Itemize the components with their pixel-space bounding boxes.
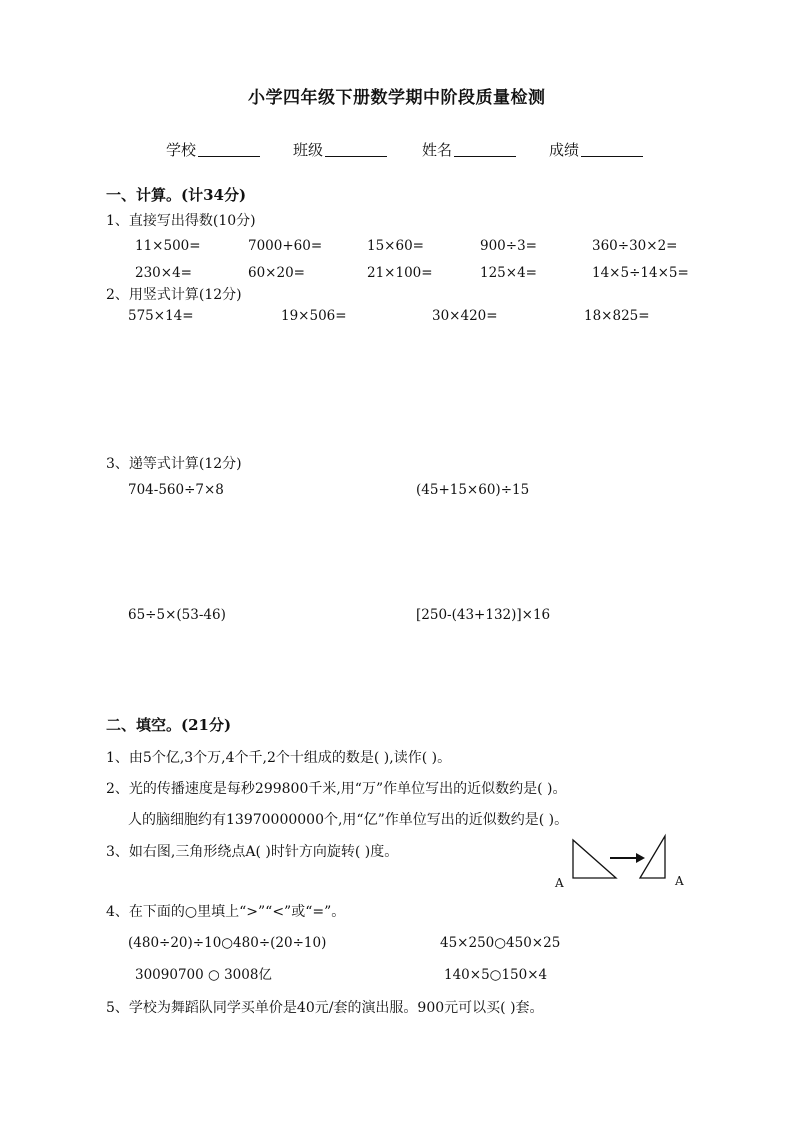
class-blank[interactable]: [325, 141, 387, 157]
section1-heading: 一、计算。(计34分): [106, 186, 247, 204]
name-label: 姓名: [422, 141, 453, 159]
class-field[interactable]: [293, 141, 387, 158]
calc-item: 14×5÷14×5=: [592, 265, 689, 281]
fill-q4-label: 4、在下面的○里填上“>”“<”或“=”。: [106, 904, 346, 920]
name-blank[interactable]: [454, 141, 516, 157]
vertical-calc-item: 19×506=: [281, 308, 347, 324]
calc-item: 60×20=: [248, 265, 305, 281]
score-field[interactable]: [549, 141, 643, 158]
class-label: 班级: [293, 141, 324, 159]
calc-item: 11×500=: [135, 238, 201, 254]
name-field[interactable]: [422, 141, 516, 158]
stepwise-calc-item: 65÷5×(53-46): [128, 607, 226, 623]
q3-label: 3、递等式计算(12分): [106, 456, 242, 472]
calc-item: 230×4=: [135, 265, 192, 281]
page-title: 小学四年级下册数学期中阶段质量检测: [248, 88, 546, 108]
score-label: 成绩: [549, 141, 580, 159]
calc-item: 15×60=: [367, 238, 424, 254]
calc-item: 21×100=: [367, 265, 433, 281]
arrow-head-icon: [636, 853, 645, 863]
stepwise-calc-item: (45+15×60)÷15: [416, 482, 530, 498]
triangle-after: [640, 836, 665, 878]
fill-q2a: 2、光的传播速度是每秒299800千米,用“万”作单位写出的近似数约是( )。: [106, 781, 567, 797]
vertical-calc-item: 18×825=: [584, 308, 650, 324]
q1-label: 1、直接写出得数(10分): [106, 213, 256, 229]
compare-item: 140×5○150×4: [444, 967, 548, 983]
fill-q2b: 人的脑细胞约有13970000000个,用“亿”作单位写出的近似数约是( )。: [128, 812, 569, 828]
calc-item: 360÷30×2=: [592, 238, 678, 254]
stepwise-calc-item: 704-560÷7×8: [128, 482, 224, 498]
rotation-figure: [548, 830, 688, 890]
point-a-label: A: [555, 876, 564, 890]
fill-q3: 3、如右图,三角形绕点A( )时针方向旋转( )度。: [106, 844, 399, 860]
vertical-calc-item: 30×420=: [432, 308, 498, 324]
q2-label: 2、用竖式计算(12分): [106, 287, 242, 303]
compare-item: (480÷20)÷10○480÷(20÷10): [128, 935, 327, 951]
point-a-label: A: [675, 874, 684, 888]
calc-item: 7000+60=: [248, 238, 323, 254]
compare-item: 45×250○450×25: [440, 935, 561, 951]
school-blank[interactable]: [198, 141, 260, 157]
calc-item: 125×4=: [480, 265, 537, 281]
fill-q1: 1、由5个亿,3个万,4个千,2个十组成的数是( ),读作( )。: [106, 750, 452, 766]
calc-item: 900÷3=: [480, 238, 537, 254]
vertical-calc-item: 575×14=: [128, 308, 194, 324]
triangle-before: [573, 840, 616, 878]
section2-heading: 二、填空。(21分): [106, 716, 232, 734]
fill-q5: 5、学校为舞蹈队同学买单价是40元/套的演出服。900元可以买( )套。: [106, 1000, 544, 1016]
compare-item: 30090700 ○ 3008亿: [135, 967, 272, 983]
school-label: 学校: [166, 141, 197, 159]
stepwise-calc-item: [250-(43+132)]×16: [416, 607, 551, 623]
score-blank[interactable]: [581, 141, 643, 157]
school-field[interactable]: [166, 141, 260, 158]
